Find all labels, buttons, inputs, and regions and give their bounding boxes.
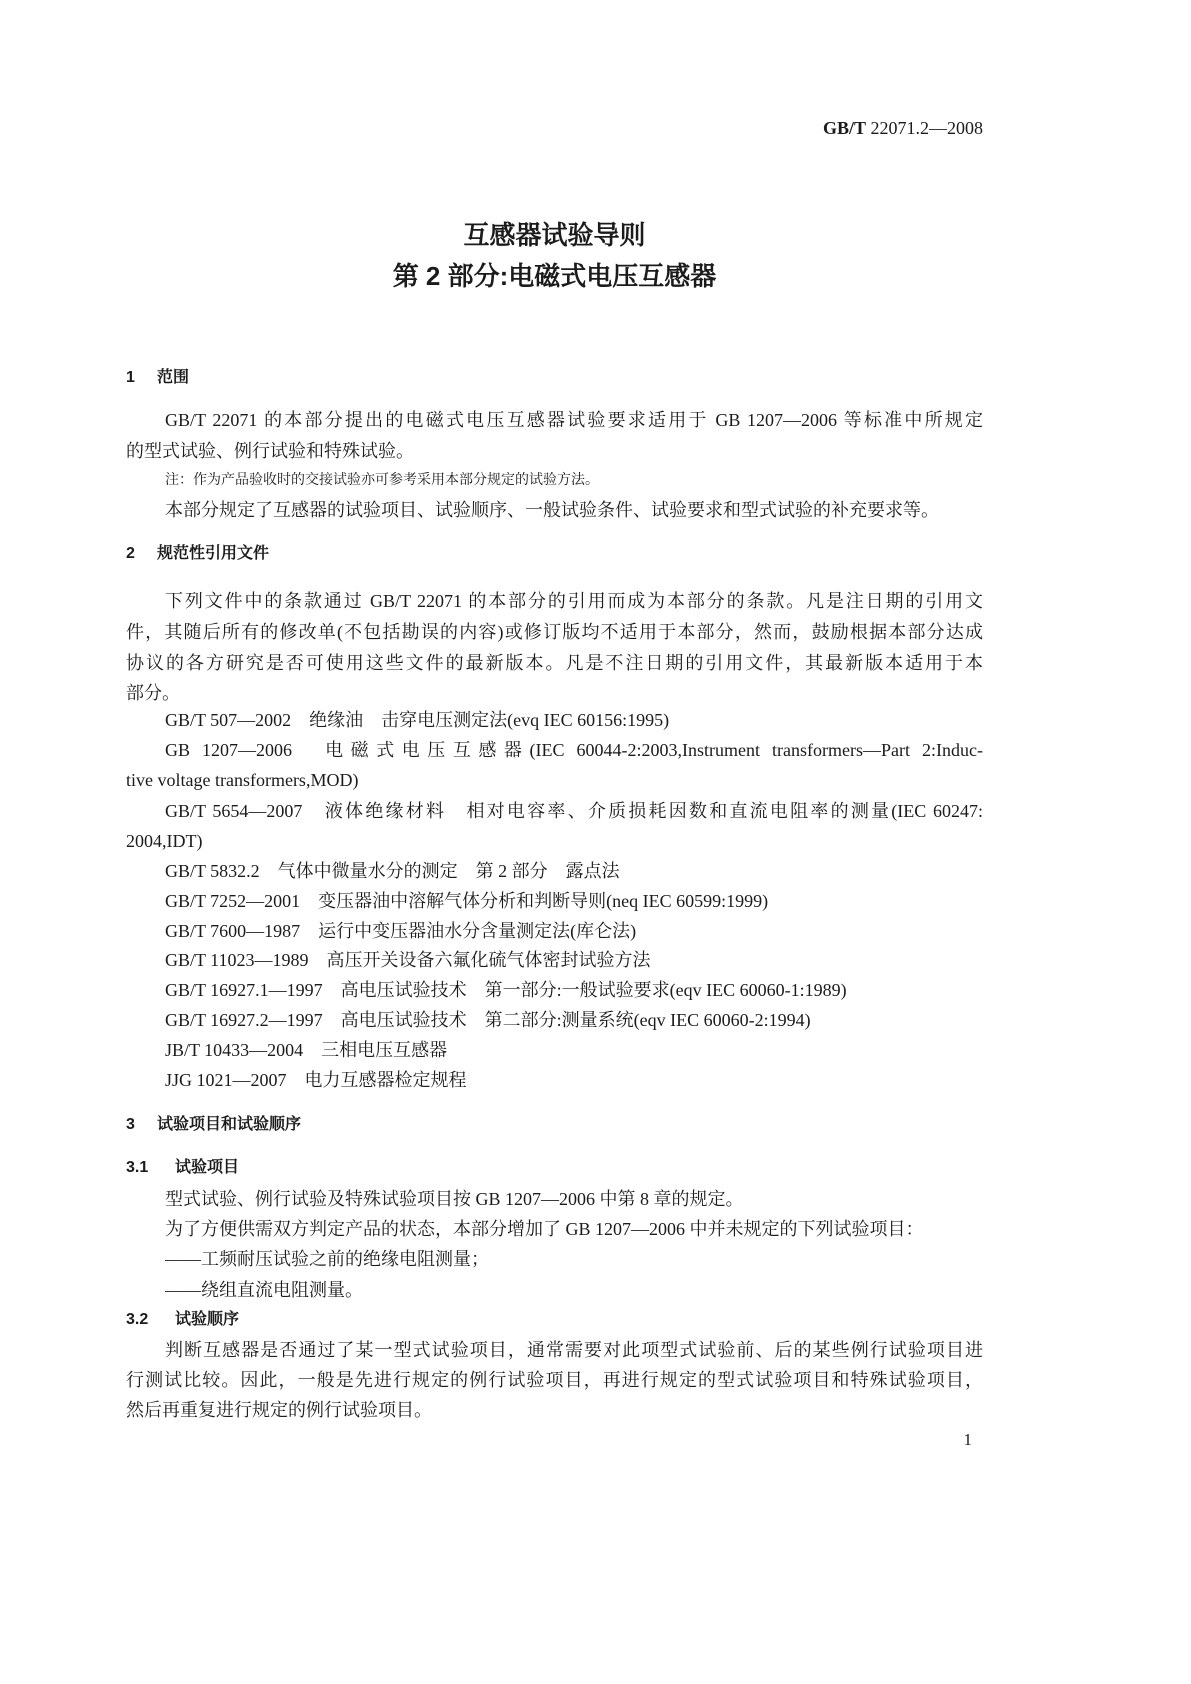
reference-item: GB/T 11023—1989 高压开关设备六氟化硫气体密封试验方法 — [165, 950, 651, 970]
standard-code-header — [126, 116, 983, 140]
subsection-title: 试验顺序 — [175, 1311, 240, 1328]
subsection-number: 3.1 — [126, 1159, 149, 1176]
section-3-heading — [126, 1113, 983, 1137]
paragraph-line: GB/T 22071 的本部分提出的电磁式电压互感器试验要求适用于 GB 1207—2006 等标准中所规定 — [165, 410, 983, 430]
standard-code-prefix: GB/T — [822, 118, 866, 138]
standard-code-number: 22071.2—2008 — [866, 118, 983, 138]
reference-item: GB/T 7252—2001 变压器油中溶解气体分析和判断导则(neq IEC 60599:1999) — [165, 891, 769, 911]
section-number: 1 — [126, 369, 135, 386]
reference-item: GB/T 16927.2—1997 高电压试验技术 第二部分:测量系统(eqv IEC 60060-2:1994) — [165, 1010, 811, 1030]
reference-item: GB/T 7600—1987 运行中变压器油水分含量测定法(库仑法) — [165, 921, 637, 941]
section-1-heading — [126, 366, 983, 390]
paragraph-line: 下列文件中的条款通过 GB/T 22071 的本部分的引用而成为本部分的条款。凡是注日期的引用文 — [165, 591, 983, 611]
reference-item: GB 1207—2006 电磁式电压互感器(IEC 60044-2:2003,Instrument transformers—Part 2:Induc- — [165, 740, 983, 760]
reference-item: GB/T 507—2002 绝缘油 击穿电压测定法(evq IEC 60156:1995) — [165, 710, 670, 730]
section-title: 范围 — [157, 369, 190, 386]
reference-item: GB/T 5832.2 气体中微量水分的测定 第 2 部分 露点法 — [165, 861, 620, 881]
page-number: 1 — [963, 1430, 972, 1449]
document-title-line2: 第 2 部分:电磁式电压互感器 — [392, 261, 717, 291]
reference-item-continued: 2004,IDT) — [126, 831, 203, 851]
paragraph-line: 行测试比较。因此，一般是先进行规定的例行试验项目，再进行规定的型式试验项目和特殊试验项目， — [126, 1370, 983, 1390]
section-2-heading — [126, 542, 983, 566]
section-number: 3 — [126, 1116, 135, 1133]
paragraph-line: 的型式试验、例行试验和特殊试验。 — [126, 441, 414, 461]
reference-item-continued: tive voltage transformers,MOD) — [126, 770, 359, 790]
paragraph-line: 型式试验、例行试验及特殊试验项目按 GB 1207—2006 中第 8 章的规定。 — [165, 1189, 744, 1209]
reference-item: GB/T 5654—2007 液体绝缘材料 相对电容率、介质损耗因数和直流电阻率的测量(IEC 60247: — [165, 801, 983, 821]
subsection-3-2-heading — [126, 1308, 983, 1332]
reference-item: GB/T 16927.1—1997 高电压试验技术 第一部分:一般试验要求(eqv IEC 60060-1:1989) — [165, 980, 847, 1000]
subsection-number: 3.2 — [126, 1311, 149, 1328]
reference-item: JJG 1021—2007 电力互感器检定规程 — [165, 1070, 467, 1090]
reference-item: JB/T 10433—2004 三相电压互感器 — [165, 1040, 448, 1060]
note-text: 注：作为产品验收时的交接试验亦可参考采用本部分规定的试验方法。 — [165, 473, 599, 488]
paragraph-line: 为了方便供需双方判定产品的状态，本部分增加了 GB 1207—2006 中并未规定的下列试验项目： — [165, 1219, 924, 1239]
document-title-line1: 互感器试验导则 — [463, 220, 646, 250]
subsection-3-1-heading — [126, 1156, 983, 1180]
section-title: 试验项目和试验顺序 — [157, 1116, 302, 1133]
list-item: ——绕组直流电阻测量。 — [165, 1280, 363, 1300]
paragraph-line: 件，其随后所有的修改单(不包括勘误的内容)或修订版均不适用于本部分，然而，鼓励根据本部分达成 — [126, 622, 983, 642]
paragraph-line: 协议的各方研究是否可使用这些文件的最新版本。凡是不注日期的引用文件，其最新版本适用于本 — [126, 653, 983, 673]
paragraph-line: 然后再重复进行规定的例行试验项目。 — [126, 1400, 432, 1420]
list-item: ——工频耐压试验之前的绝缘电阻测量； — [165, 1249, 489, 1269]
section-number: 2 — [126, 545, 135, 562]
section-title: 规范性引用文件 — [157, 545, 270, 562]
paragraph-line: 判断互感器是否通过了某一型式试验项目，通常需要对此项型式试验前、后的某些例行试验项目进 — [165, 1340, 983, 1360]
paragraph-line: 本部分规定了互感器的试验项目、试验顺序、一般试验条件、试验要求和型式试验的补充要求等。 — [165, 500, 939, 520]
paragraph-line: 部分。 — [126, 683, 180, 703]
subsection-title: 试验项目 — [175, 1159, 240, 1176]
